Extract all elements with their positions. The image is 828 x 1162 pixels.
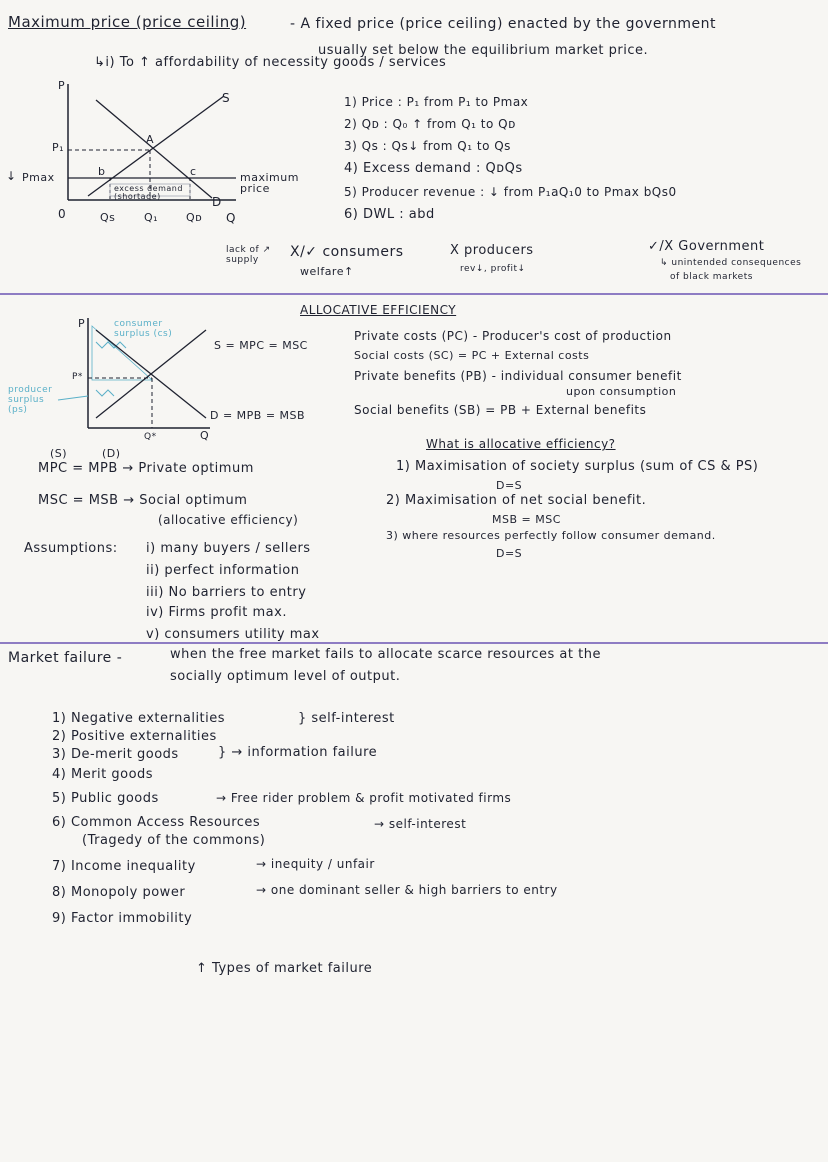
graph1-point-c: c xyxy=(190,165,197,178)
graph1-q-axis-label: Q xyxy=(226,211,236,225)
section1-purpose: ↳i) To ↑ affordability of necessity goods / services xyxy=(94,55,447,70)
graph1-demand-label: D xyxy=(212,195,222,209)
graph1-origin: 0 xyxy=(58,207,67,221)
graph1-pmax-label: Pmax xyxy=(22,171,55,184)
q-star-label: Q* xyxy=(144,432,157,442)
p-star-label: P* xyxy=(72,372,83,382)
section3-definition-line1: when the free market fails to allocate scarce resources at the xyxy=(170,647,601,662)
graph1-excess-label: excess demand (shortage) xyxy=(114,184,183,201)
private-benefits: Private benefits (PB) - individual consumer benefit xyxy=(354,369,682,383)
social-costs: Social costs (SC) = PC + External costs xyxy=(354,349,590,362)
failure-type-5: 5) Public goods xyxy=(52,791,159,806)
answer-2-note: MSB = MSC xyxy=(492,513,561,526)
producer-surplus-label: producer surplus (ps) xyxy=(8,385,53,415)
assumption-4: iv) Firms profit max. xyxy=(146,605,287,620)
stakeholder-government: ✓/X Government xyxy=(648,239,765,254)
note-free-rider: → Free rider problem & profit motivated firms xyxy=(216,791,512,805)
answer-3-note: D=S xyxy=(496,547,523,560)
effect-3: 3) Qs : Qs↓ from Q₁ to Qs xyxy=(344,139,511,153)
failure-type-9: 9) Factor immobility xyxy=(52,911,193,926)
failure-type-2: 2) Positive externalities xyxy=(52,729,217,744)
note-information-failure: } → information failure xyxy=(218,745,378,760)
private-optimum: MPC = MPB → Private optimum xyxy=(38,461,254,476)
effect-2: 2) Qᴅ : Q₀ ↑ from Q₁ to Qᴅ xyxy=(344,117,516,131)
note-inequity: → inequity / unfair xyxy=(256,857,375,871)
answer-2: 2) Maximisation of net social benefit. xyxy=(386,493,647,508)
failure-type-6: 6) Common Access Resources xyxy=(52,815,261,830)
assumption-2: ii) perfect information xyxy=(146,563,300,578)
graph1-qs: Qs xyxy=(100,211,116,224)
private-benefits-cont: upon consumption xyxy=(566,385,677,398)
note-self-interest: } self-interest xyxy=(298,711,395,726)
social-benefits: Social benefits (SB) = PB + External benefits xyxy=(354,403,647,417)
section3-footer: ↑ Types of market failure xyxy=(196,961,373,976)
section3-title: Market failure - xyxy=(8,650,123,666)
assumption-3: iii) No barriers to entry xyxy=(146,585,307,600)
failure-type-1: 1) Negative externalities xyxy=(52,711,226,726)
stakeholder-producers: X producers xyxy=(450,243,534,258)
demand-msb-label: D = MPB = MSB xyxy=(210,409,306,422)
graph1-max-price-label: maximum price xyxy=(240,171,299,195)
section3-definition-line2: socially optimum level of output. xyxy=(170,669,401,684)
failure-type-6-note: (Tragedy of the commons) xyxy=(82,833,266,848)
section1-title: Maximum price (price ceiling) xyxy=(8,13,247,31)
effect-5: 5) Producer revenue : ↓ from P₁aQ₁0 to Pmax bQs0 xyxy=(344,185,677,199)
graph1-point-a: A xyxy=(146,133,155,146)
graph2-q-label: Q xyxy=(200,429,210,442)
graph1-qd: Qᴅ xyxy=(186,211,203,224)
assumptions-title: Assumptions: xyxy=(24,541,118,556)
divider-2 xyxy=(0,642,828,644)
consumer-surplus-label: consumer surplus (cs) xyxy=(114,319,173,339)
producers-note: rev↓, profit↓ xyxy=(460,264,526,274)
private-costs: Private costs (PC) - Producer's cost of production xyxy=(354,329,672,343)
graph1-supply-label: S xyxy=(222,91,231,105)
allocative-efficiency-graph xyxy=(0,0,828,460)
label-d: (D) xyxy=(102,447,121,460)
ps-pointer xyxy=(58,396,88,400)
section1-definition-line1: - A fixed price (price ceiling) enacted by the government xyxy=(290,16,716,32)
answer-1-note: D=S xyxy=(496,479,523,492)
effect-6: 6) DWL : abd xyxy=(344,207,435,222)
social-optimum: MSC = MSB → Social optimum xyxy=(38,493,248,508)
lack-supply-note: lack of ↗ supply xyxy=(226,245,271,265)
assumption-1: i) many buyers / sellers xyxy=(146,541,311,556)
failure-type-7: 7) Income inequality xyxy=(52,859,196,874)
government-note-1: ↳ unintended consequences xyxy=(660,258,802,268)
label-s: (S) xyxy=(50,447,68,460)
effect-4: 4) Excess demand : QᴅQs xyxy=(344,161,523,176)
government-note-2: of black markets xyxy=(670,272,753,282)
note-self-interest-2: → self-interest xyxy=(374,817,467,831)
consumers-note: welfare↑ xyxy=(300,265,354,278)
failure-type-4: 4) Merit goods xyxy=(52,767,154,782)
graph1-q1: Q₁ xyxy=(144,211,159,224)
section1-definition-line2: usually set below the equilibrium market price. xyxy=(318,43,649,58)
allocative-question: What is allocative efficiency? xyxy=(426,437,616,451)
graph1-point-b: b xyxy=(98,165,106,178)
supply-msc-label: S = MPC = MSC xyxy=(214,339,308,352)
graph1-p1-label: P₁ xyxy=(52,141,65,154)
graph2-p-label: P xyxy=(78,317,86,330)
graph1-p-label: P xyxy=(58,79,66,92)
assumption-5: v) consumers utility max xyxy=(146,627,320,642)
graph1-down-arrow: ↓ xyxy=(6,169,17,183)
section2-title: ALLOCATIVE EFFICIENCY xyxy=(300,303,457,317)
effect-1: 1) Price : P₁ from P₁ to Pmax xyxy=(344,95,529,109)
allocative-efficiency-note: (allocative efficiency) xyxy=(158,513,299,527)
failure-type-3: 3) De-merit goods xyxy=(52,747,179,762)
stakeholder-consumers: X/✓ consumers xyxy=(290,244,404,260)
failure-type-8: 8) Monopoly power xyxy=(52,885,186,900)
ps-shading xyxy=(96,390,114,396)
answer-3: 3) where resources perfectly follow consumer demand. xyxy=(386,529,716,542)
answer-1: 1) Maximisation of society surplus (sum of CS & PS) xyxy=(396,459,759,474)
note-monopoly: → one dominant seller & high barriers to entry xyxy=(256,883,558,897)
